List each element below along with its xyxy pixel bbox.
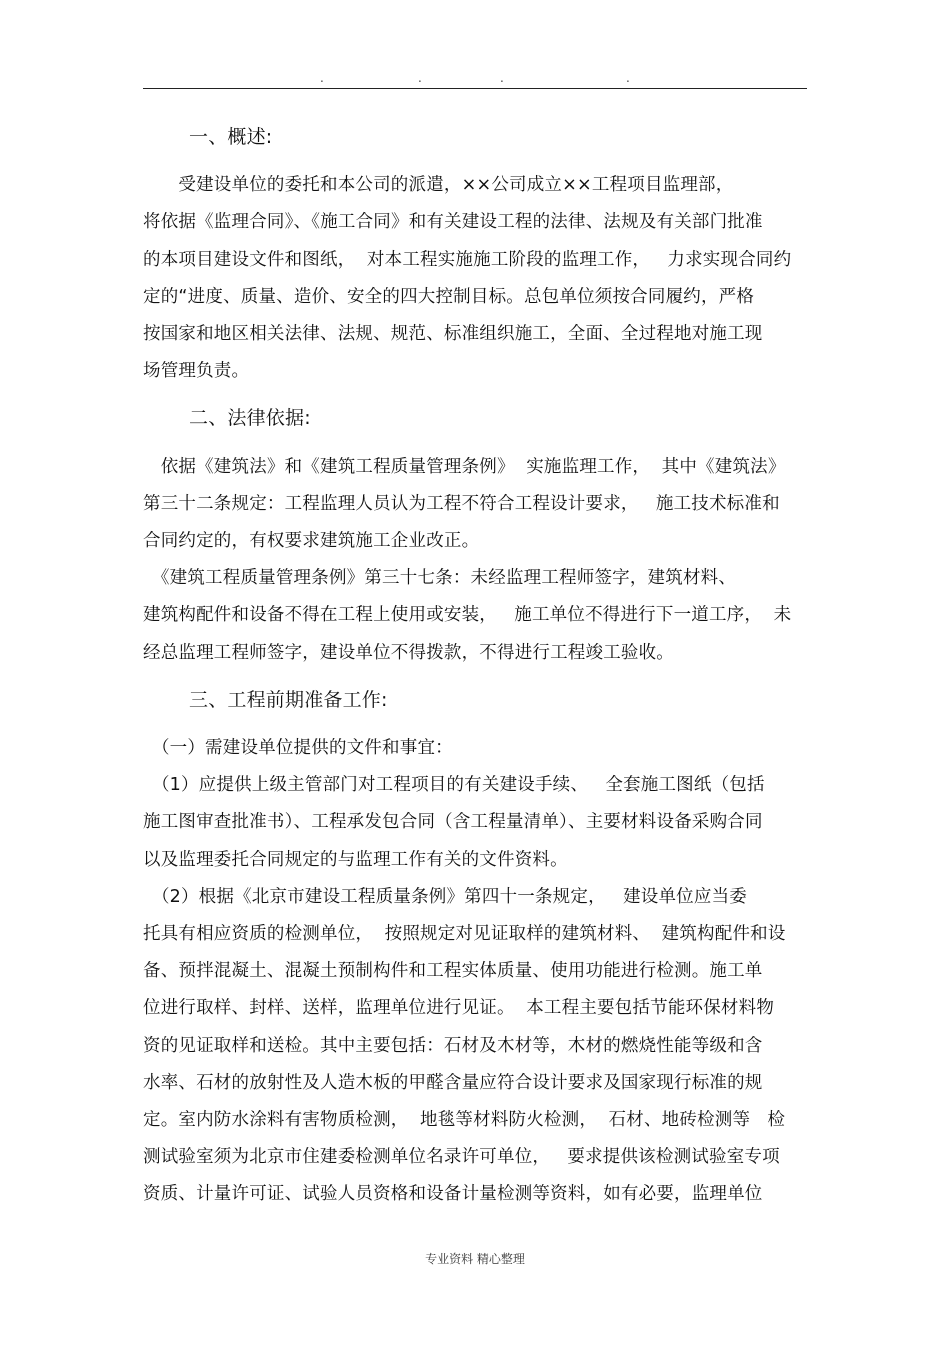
paragraph-line: 定的“进度、质量、造价、安全的四大控制目标。总包单位须按合同履约，严格 — [143, 286, 755, 307]
paragraph-line: 受建设单位的委托和本公司的派遣，××公司成立××工程项目监理部， — [143, 175, 734, 196]
paragraph-line: 经总监理工程师签字，建设单位不得拨款，不得进行工程竣工验收。 — [143, 642, 674, 663]
header-rule — [143, 88, 807, 89]
paragraph-line: 依据《建筑法》和《建筑工程质量管理条例》 实施监理工作， 其中《建筑法》 — [143, 456, 786, 477]
paragraph-line: 将依据《监理合同》、《施工合同》和有关建设工程的法律、法规及有关部门批准 — [143, 212, 763, 233]
section-heading: 二、法律依据: — [189, 407, 311, 430]
header-dot: . — [418, 71, 422, 85]
paragraph-line: 《建筑工程质量管理条例》第三十七条：未经监理工程师签字，建筑材料、 — [143, 568, 737, 589]
paragraph-line: （1）应提供上级主管部门对工程项目的有关建设手续、 全套施工图纸（包括 — [143, 775, 765, 796]
paragraph-line: 合同约定的，有权要求建筑施工企业改正。 — [143, 531, 480, 551]
paragraph-line: 的本项目建设文件和图纸， 对本工程实施施工阶段的监理工作， 力求实现合同约 — [143, 249, 792, 270]
paragraph-line: （2）根据《北京市建设工程质量条例》第四十一条规定， 建设单位应当委 — [143, 886, 747, 907]
section-heading: 三、工程前期准备工作: — [189, 688, 388, 711]
paragraph-line: 测试验室须为北京市住建委检测单位名录许可单位， 要求提供该检测试验室专项 — [143, 1147, 780, 1168]
paragraph-line: 施工图审查批准书）、工程承发包合同（含工程量清单）、主要材料设备采购合同 — [143, 812, 763, 833]
paragraph-line: 资的见证取样和送检。其中主要包括：石材及木材等，木材的燃烧性能等级和含 — [143, 1035, 763, 1056]
paragraph-line: 托具有相应资质的检测单位， 按照规定对见证取样的建筑材料、 建筑构配件和设 — [143, 924, 786, 944]
header-dots — [0, 72, 950, 86]
paragraph-line: 按国家和地区相关法律、法规、规范、标准组织施工，全面、全过程地对施工现 — [143, 324, 763, 344]
paragraph-line: 以及监理委托合同规定的与监理工作有关的文件资料。 — [143, 849, 568, 870]
header-dot: . — [320, 71, 324, 85]
paragraph-line: （一）需建设单位提供的文件和事宜： — [143, 738, 453, 758]
paragraph-line: 资质、计量许可证、试验人员资格和设备计量检测等资料，如有必要，监理单位 — [143, 1184, 763, 1205]
paragraph-line: 水率、石材的放射性及人造木板的甲醛含量应符合设计要求及国家现行标准的规 — [143, 1072, 763, 1093]
section-heading: 一、概述: — [189, 126, 273, 148]
header-dot: . — [500, 71, 504, 85]
paragraph-line: 定。室内防水涂料有害物质检测， 地毯等材料防火检测， 石材、地砖检测等 检 — [143, 1110, 786, 1130]
paragraph-line: 建筑构配件和设备不得在工程上使用或安装， 施工单位不得进行下一道工序， 未 — [143, 605, 792, 626]
paragraph-line: 场管理负责。 — [143, 361, 250, 382]
page-footer: 专业资料 精心整理 — [425, 1252, 525, 1266]
header-dot: . — [626, 71, 630, 85]
paragraph-line: 位进行取样、封样、送样，监理单位进行见证。 本工程主要包括节能环保材料物 — [143, 998, 775, 1019]
paragraph-line: 第三十二条规定：工程监理人员认为工程不符合工程设计要求， 施工技术标准和 — [143, 493, 780, 514]
paragraph-line: 备、预拌混凝土、混凝土预制构件和工程实体质量、使用功能进行检测。施工单 — [143, 961, 763, 982]
